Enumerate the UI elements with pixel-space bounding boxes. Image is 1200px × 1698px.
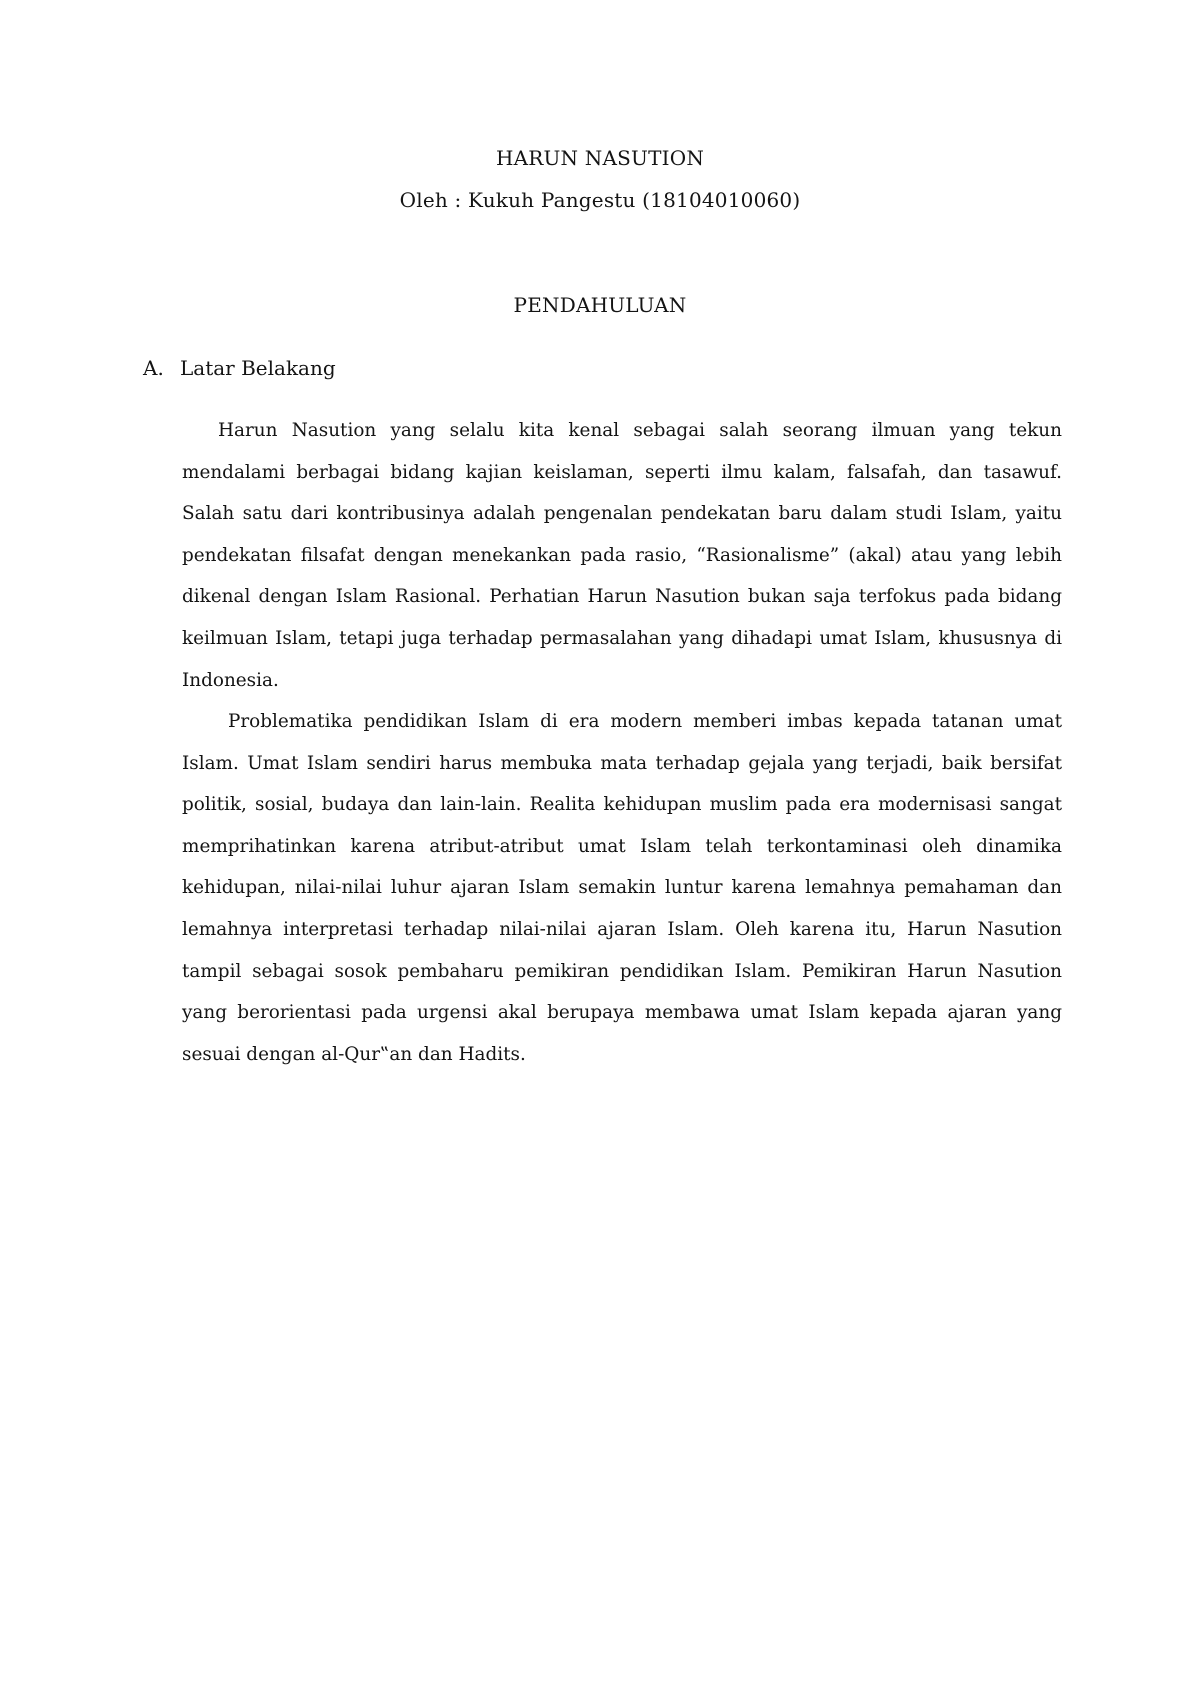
subsection-marker: A. — [143, 356, 164, 380]
paragraph-2: Problematika pendidikan Islam di era modern memberi imbas kepada tatanan umat Islam. Umat Islam sendiri harus membuka mata terhadap gejala yang terjadi, baik bersifat politik, sosial, budaya dan lain-lain. Realita kehidupan muslim pada era modernisasi sangat memprihatinkan karena atribut-atribut umat Islam telah terkontaminasi oleh dinamika kehidupan, nilai-nilai luhur ajaran Islam semakin luntur karena lemahnya pemahaman dan lemahnya interpretasi terhadap nilai-nilai ajaran Islam. Oleh karena itu, Harun Nasution tampil sebagai sosok pembaharu pemikiran pendidikan Islam. Pemikiran Harun Nasution yang berorientasi pada urgensi akal berupaya membawa umat Islam kepada ajaran yang sesuai dengan al-Qur‟an dan Hadits. — [182, 711, 1062, 1065]
author-line: Oleh : Kukuh Pangestu (18104010060) — [399, 188, 801, 212]
subsection-heading — [143, 356, 336, 380]
paragraph-1: Harun Nasution yang selalu kita kenal sebagai salah seorang ilmuan yang tekun mendalami berbagai bidang kajian keislaman, seperti ilmu kalam, falsafah, dan tasawuf. Salah satu dari kontribusinya adalah pengenalan pendekatan baru dalam studi Islam, yaitu pendekatan filsafat dengan menekankan pada rasio, “Rasionalisme” (akal) atau yang lebih dikenal dengan Islam Rasional. Perhatian Harun Nasution bukan saja terfokus pada bidang keilmuan Islam, tetapi juga terhadap permasalahan yang dihadapi umat Islam, khususnya di Indonesia. — [182, 420, 1062, 691]
subsection-label: Latar Belakang — [180, 356, 336, 380]
document-title: HARUN NASUTION — [495, 146, 705, 170]
section-title: PENDAHULUAN — [513, 293, 687, 317]
